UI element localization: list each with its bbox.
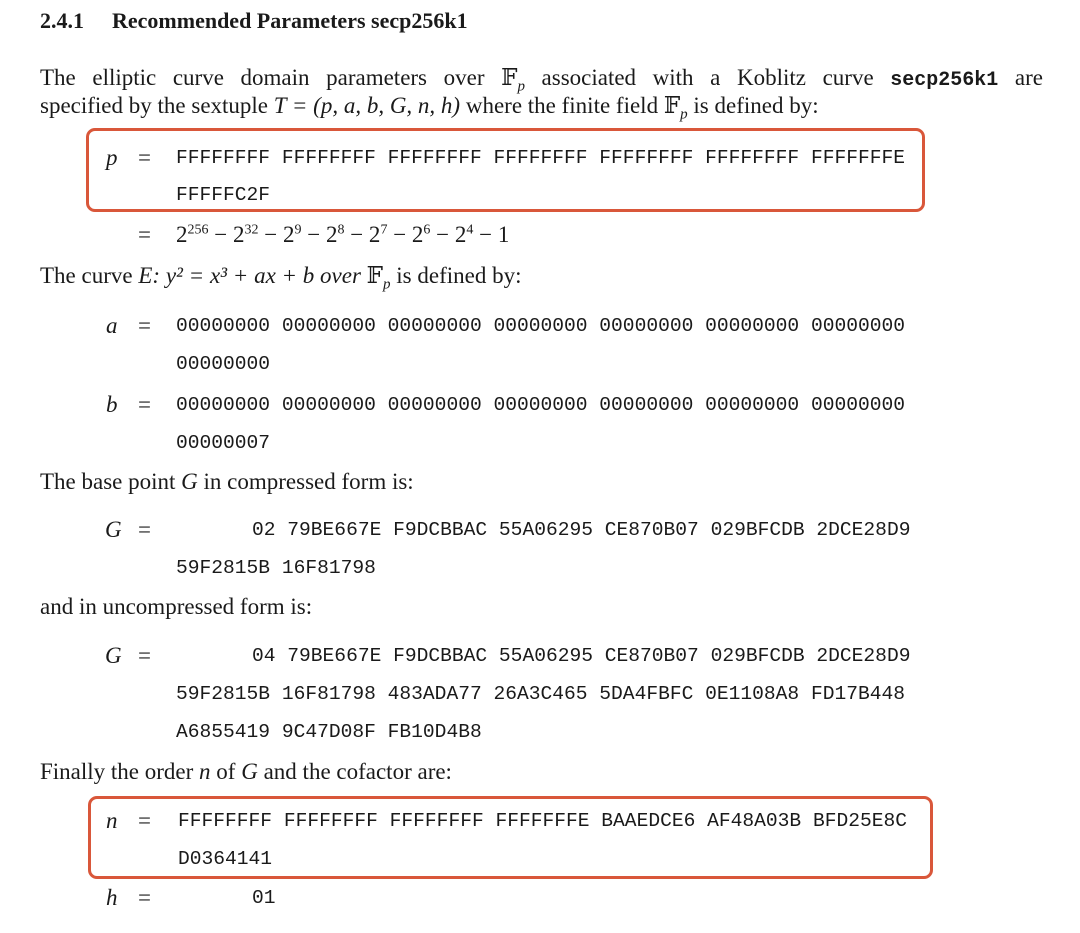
uncompressed-text: and in uncompressed form is: [40,594,313,619]
g-symbol: G [181,469,198,494]
curve-equation: : y² = x³ + ax + b over [152,263,367,288]
p-value-line-2: FFFFFC2F [176,184,271,206]
g-compressed-line-2: 59F2815B 16F81798 [176,557,376,579]
text: associated with a Koblitz curve [524,65,891,90]
equals: = [138,392,151,417]
power-term: − 2 [208,222,245,247]
field-subscript: p [517,78,525,95]
text: specified by the sextuple [40,93,274,118]
field-subscript: p [383,276,391,293]
intro-line-1 [40,64,1043,95]
section-title: Recommended Parameters secp256k1 [112,8,468,33]
a-value-line-2: 00000000 [176,353,271,375]
curve-definition-text [40,262,522,293]
b-value-line-2: 00000007 [176,432,271,454]
field-symbol: 𝔽 [366,263,384,289]
text: in compressed form is: [197,469,414,494]
equals: = [138,808,151,833]
h-value: 01 [252,887,276,909]
equals: = [138,222,151,247]
var-g: G [105,643,122,668]
power-term: − 1 [473,222,510,247]
p-value-line-1: FFFFFFFF FFFFFFFF FFFFFFFF FFFFFFFF FFFFFFFF FFFFFFFF FFFFFFFE [176,147,906,169]
intro-line-2 [40,92,819,123]
power-term: − 2 [301,222,338,247]
curve-name: secp256k1 [890,69,999,92]
text: is defined by: [390,263,522,288]
text: is defined by: [687,93,819,118]
a-value-line-1: 00000000 00000000 00000000 00000000 00000000 00000000 00000000 [176,315,906,337]
g-uncompressed-line-1: 04 79BE667E F9DCBBAC 55A06295 CE870B07 029BFCDB 2DCE28D9 [252,645,911,667]
exponent: 32 [244,222,259,238]
b-value-line-1: 00000000 00000000 00000000 00000000 00000000 00000000 00000000 [176,394,906,416]
g-uncompressed-line-3: A6855419 9C47D08F FB10D4B8 [176,721,482,743]
exponent: 9 [294,222,302,238]
p-expression [176,221,509,249]
exponent: 7 [380,222,388,238]
n-value-line-2: D0364141 [178,848,273,870]
sextuple: T = (p, a, b, G, n, h) [273,93,461,118]
var-a: a [106,313,118,338]
equals: = [138,643,151,668]
g-compressed-line-1: 02 79BE667E F9DCBBAC 55A06295 CE870B07 029BFCDB 2DCE28D9 [252,519,911,541]
text: and the cofactor are: [257,759,452,784]
power-term: − 2 [344,222,381,247]
field-subscript: p [680,106,688,123]
var-n: n [106,808,118,833]
text: where the finite field [460,93,664,118]
equals: = [138,313,151,338]
base-point-text [40,468,414,496]
section-number: 2.4.1 [40,8,84,33]
equals: = [138,145,151,170]
var-p: p [106,145,118,170]
text: are [998,65,1043,90]
power-base: 2 [176,222,188,247]
equals: = [138,517,151,542]
power-term: − 2 [387,222,424,247]
exponent: 256 [187,222,209,238]
exponent: 6 [423,222,431,238]
g-symbol: G [241,759,258,784]
exponent: 8 [337,222,345,238]
text: Finally the order [40,759,200,784]
text: The elliptic curve domain parameters over [40,65,502,90]
g-uncompressed-line-2: 59F2815B 16F81798 483ADA77 26A3C465 5DA4FBFC 0E1108A8 FD17B448 [176,683,906,705]
exponent: 4 [466,222,474,238]
power-term: − 2 [430,222,467,247]
var-h: h [106,885,118,910]
text: The curve [40,263,139,288]
var-b: b [106,392,118,417]
n-value-line-1: FFFFFFFF FFFFFFFF FFFFFFFF FFFFFFFE BAAEDCE6 AF48A03B BFD25E8C [178,810,908,832]
var-g: G [105,517,122,542]
text: of [210,759,242,784]
field-symbol: 𝔽 [663,93,681,119]
curve-symbol: E [138,263,153,288]
finally-text [40,758,452,786]
section-heading [40,7,468,35]
field-symbol: 𝔽 [501,65,518,91]
power-term: − 2 [258,222,295,247]
equals: = [138,885,151,910]
n-symbol: n [199,759,211,784]
text: The base point [40,469,182,494]
